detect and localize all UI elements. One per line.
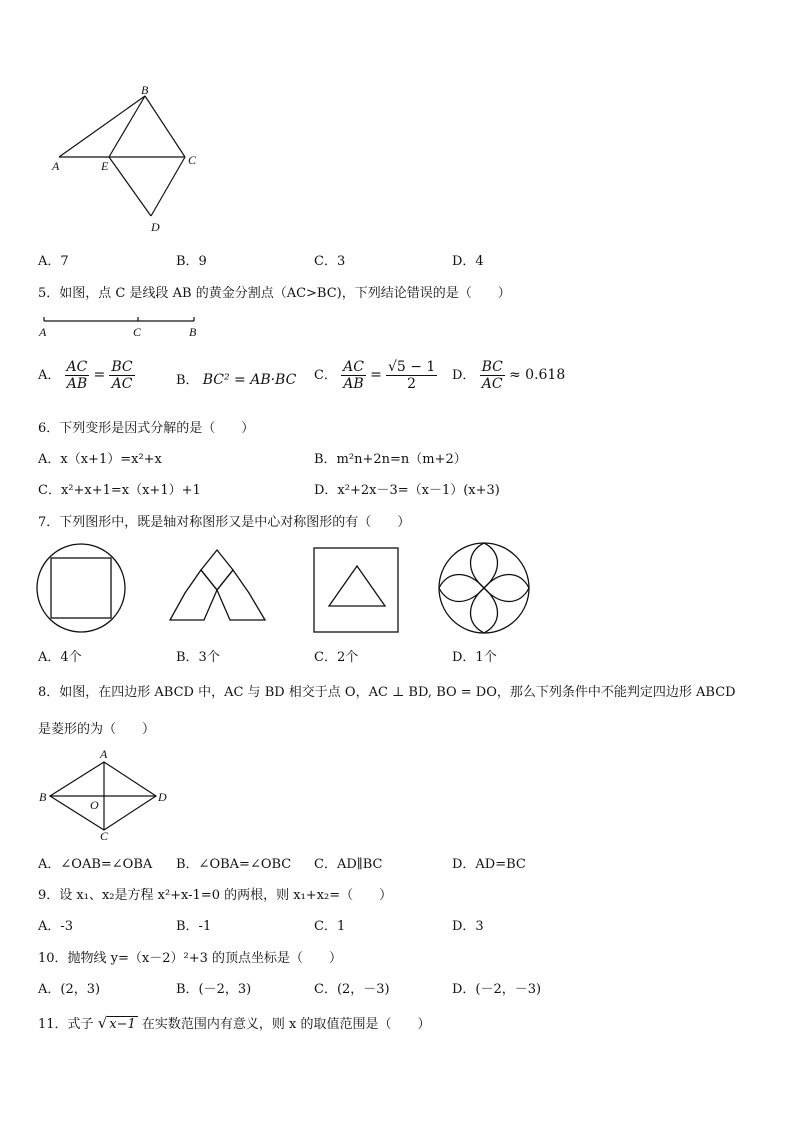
- q4-option-d[interactable]: D．4: [452, 254, 484, 269]
- q9-stem: 9．设 x₁、x₂是方程 x²+x-1=0 的两根，则 x₁+x₂=（ ）: [38, 888, 393, 903]
- q5-option-a-fraction-1: [65, 359, 90, 392]
- q8-label-o: O: [90, 798, 99, 812]
- q5-segment-figure: [38, 314, 208, 340]
- q11-sqrt-sign: √: [97, 1014, 108, 1032]
- q5-option-b[interactable]: [176, 369, 296, 388]
- q5-c-num: AC: [343, 359, 364, 375]
- q4-option-b[interactable]: B．9: [176, 254, 207, 269]
- q8-option-a[interactable]: A．∠OAB=∠OBA: [38, 857, 153, 872]
- q10-option-b[interactable]: B．(－2，3): [176, 982, 252, 997]
- q5-option-c-prefix: C．: [314, 368, 337, 383]
- q11-stem-pre: 11．式子: [38, 1017, 94, 1032]
- q5-option-c-fraction-2: [386, 359, 437, 392]
- q5-c-eq: =: [370, 367, 382, 383]
- q5-a-den2: AC: [111, 376, 133, 392]
- q4-label-b: B: [141, 83, 149, 97]
- q9-option-a[interactable]: A．-3: [38, 919, 74, 934]
- q10-option-c[interactable]: C．(2，－3): [314, 982, 390, 997]
- q8-option-b[interactable]: B．∠OBA=∠OBC: [176, 857, 292, 872]
- q5-option-a-prefix: A．: [38, 368, 61, 383]
- q4-label-e: E: [101, 159, 109, 173]
- q5-option-b-expr: BC² = AB·BC: [202, 372, 297, 388]
- q6-option-a[interactable]: A．x（x+1）=x²+x: [38, 452, 162, 467]
- q4-segment-ed: [109, 157, 151, 216]
- q5-stem: 5．如图，点 C 是线段 AB 的黄金分割点（AC>BC)，下列结论错误的是（ ）: [38, 286, 511, 301]
- q6-option-d[interactable]: D．x²+2x－3=（x－1）(x+3): [314, 483, 500, 498]
- q5-option-b-prefix: B．: [176, 373, 199, 388]
- q10-stem: 10．抛物线 y=（x－2）²+3 的顶点坐标是（ ）: [38, 951, 343, 966]
- q5-a-den1: AB: [66, 376, 88, 392]
- q7-figures: [30, 538, 540, 638]
- q5-d-num: BC: [481, 359, 503, 375]
- q6-stem: 6．下列变形是因式分解的是（ ）: [38, 421, 255, 436]
- q9-option-b[interactable]: B．-1: [176, 919, 212, 934]
- q10-option-d[interactable]: D．(－2，－3): [452, 982, 542, 997]
- q4-option-c[interactable]: C．3: [314, 254, 346, 269]
- q8-stem-line2: 是菱形的为（ ）: [38, 722, 156, 737]
- q11-radicand: x−1: [109, 1017, 136, 1032]
- q6-option-b[interactable]: B．m²n+2n=n（m+2）: [314, 452, 467, 467]
- q5-label-c: C: [133, 325, 142, 339]
- q7-option-c[interactable]: C．2个: [314, 650, 359, 665]
- q8-stem-line1: 8．如图，在四边形 ABCD 中，AC 与 BD 相交于点 O，AC ⊥ BD, BO = DO，那么下列条件中不能判定四边形 ABCD: [38, 685, 736, 700]
- q5-option-d-prefix: D．: [452, 368, 476, 383]
- q8-label-d: D: [158, 790, 167, 804]
- q4-segment-bc: [145, 96, 185, 157]
- q5-a-num2: BC: [111, 359, 133, 375]
- q8-option-d[interactable]: D．AD=BC: [452, 857, 526, 872]
- q7-figure-circle-square: [37, 544, 125, 632]
- q7-option-a[interactable]: A．4个: [38, 650, 82, 665]
- q5-c-den: AB: [343, 376, 364, 392]
- q11-stem-post: 在实数范围内有意义，则 x 的取值范围是（ ）: [141, 1017, 431, 1032]
- q4-segment-be: [109, 96, 145, 157]
- q7-option-b[interactable]: B．3个: [176, 650, 220, 665]
- q5-c-rden: 2: [407, 376, 417, 392]
- q7-stem: 7．下列图形中，既是轴对称图形又是中心对称图形的有（ ）: [38, 515, 411, 530]
- q4-segment-cd: [151, 157, 185, 216]
- q7-option-d[interactable]: D．1个: [452, 650, 497, 665]
- q8-figure: [38, 746, 178, 842]
- q4-option-a[interactable]: A．7: [38, 254, 69, 269]
- q5-a-eq: =: [93, 367, 106, 383]
- q10-option-a[interactable]: A．(2，3): [38, 982, 101, 997]
- q5-label-b: B: [189, 325, 197, 339]
- q5-option-d-fraction: [480, 359, 505, 392]
- q6-option-c[interactable]: C．x²+x+1=x（x+1）+1: [38, 483, 201, 498]
- q5-option-c[interactable]: [314, 359, 437, 392]
- q5-option-d-tail: ≈ 0.618: [508, 367, 566, 383]
- q7-figure-three-rhombi: [170, 550, 265, 620]
- q8-option-c[interactable]: C．AD∥BC: [314, 857, 383, 872]
- q7-figure-square-triangle: [314, 548, 398, 632]
- q7-figure-circle-petals: [439, 543, 529, 633]
- q11-stem: [38, 1013, 431, 1032]
- q5-c-rnum: √5 − 1: [387, 359, 436, 375]
- q5-option-a-fraction-2: [109, 359, 134, 392]
- q8-label-a: A: [100, 747, 108, 761]
- q4-label-c: C: [188, 153, 197, 167]
- q4-figure: [45, 80, 215, 240]
- q5-option-d[interactable]: [452, 359, 565, 392]
- q8-label-b: B: [39, 790, 47, 804]
- q9-option-d[interactable]: D．3: [452, 919, 484, 934]
- q4-label-d: D: [151, 220, 160, 234]
- q5-option-a[interactable]: [38, 359, 135, 392]
- q4-label-a: A: [52, 159, 60, 173]
- q8-label-c: C: [100, 829, 109, 842]
- q5-d-den: AC: [481, 376, 503, 392]
- q4-segment-ab: [59, 96, 145, 157]
- q5-option-c-fraction-1: [341, 359, 366, 392]
- q5-a-num1: AC: [66, 359, 88, 375]
- q5-label-a: A: [39, 325, 47, 339]
- q9-option-c[interactable]: C．1: [314, 919, 346, 934]
